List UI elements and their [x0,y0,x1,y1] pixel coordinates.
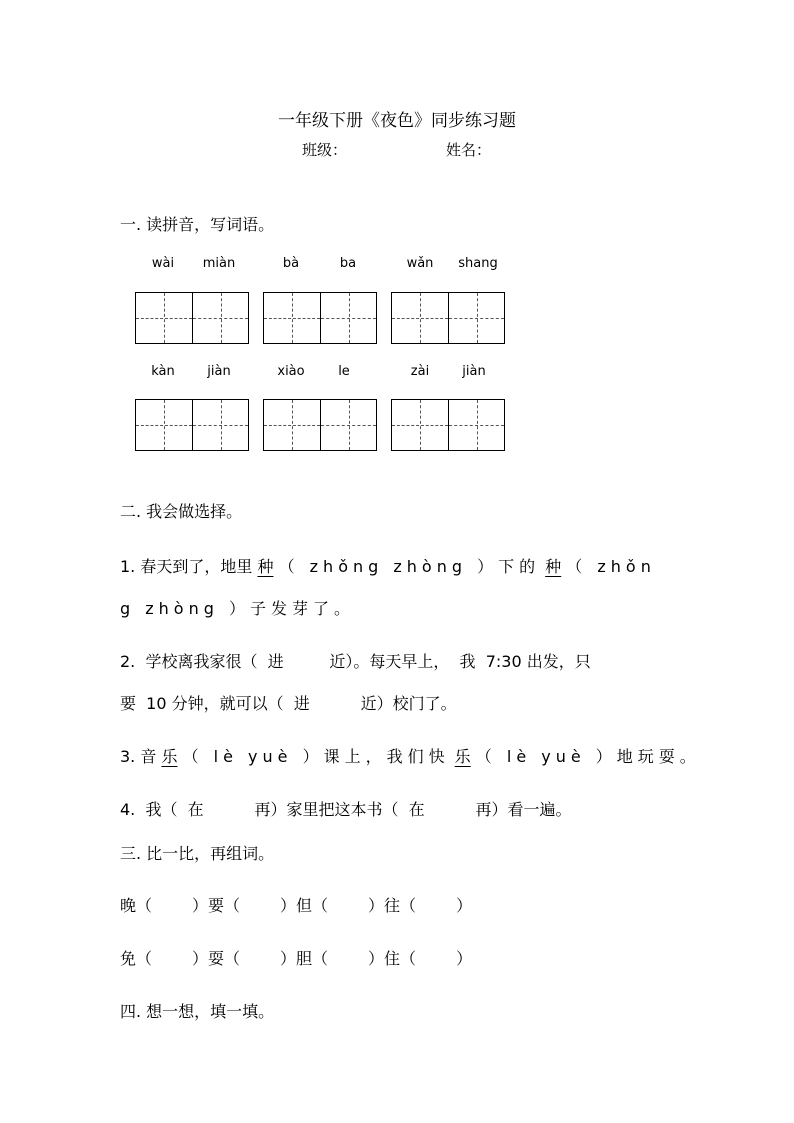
pinyin-label: shang [458,256,498,271]
pinyin-label: wài [151,256,175,271]
page-title: 一年级下册《夜色》同步练习题 [278,111,516,131]
pinyin-label: wǎn [406,256,434,271]
compare-row-2 [120,946,472,969]
compare-item: ）但（ [280,896,329,915]
section-1-heading: 一. 读拼音，写词语。 [120,215,275,234]
pinyin-label: xiào [277,364,305,379]
compare-item: ）往（ [368,896,417,915]
class-label: 班级： [302,141,348,159]
choice-text: （ lè yuè ）课上，我们快 [182,747,450,766]
pinyin-label: kàn [151,364,175,379]
underlined-char: 乐 [161,747,178,766]
section-4-heading: 四. 想一想，填一填。 [120,1002,275,1021]
section-3-heading: 三. 比一比，再组词。 [120,844,275,863]
compare-item: ） [456,949,473,968]
compare-item: 晚（ [120,896,153,915]
underlined-char: 种 [545,557,562,576]
compare-item: ）耍（ [192,949,241,968]
compare-item: ） [456,896,473,915]
pinyin-label: ba [339,256,357,271]
pinyin-label: miàn [202,256,236,271]
writing-grid[interactable] [135,399,249,451]
pinyin-label: jiàn [462,364,486,379]
pinyin-label: zài [410,364,430,379]
underlined-char: 种 [257,557,274,576]
question-2-line-1: 2. 学校离我家很（ 进 近）。每天早上， 我 7:30 出发，只 [120,652,591,671]
writing-grid[interactable] [391,399,505,451]
choice-text: （ zhǒn [566,557,656,576]
question-3 [120,744,701,767]
compare-item: 免（ [120,949,153,968]
question-1-line-1 [120,554,656,577]
underlined-char: 乐 [454,747,471,766]
question-1-line-2: g zhòng ）子发芽了。 [120,599,355,618]
compare-item: ）住（ [368,949,417,968]
pinyin-label: jiàn [207,364,231,379]
choice-text: （ lè yuè ）地玩耍。 [475,747,701,766]
writing-grid[interactable] [135,292,249,344]
compare-item: ）胆（ [280,949,329,968]
pinyin-label: le [338,364,350,379]
section-2-heading: 二. 我会做选择。 [120,502,243,521]
question-text: 3. 音 [120,747,157,766]
name-label: 姓名： [446,141,492,159]
question-4: 4. 我（ 在 再）家里把这本书（ 在 再）看一遍。 [120,800,572,819]
writing-grid[interactable] [263,399,377,451]
writing-grid[interactable] [263,292,377,344]
pinyin-label: bà [282,256,300,271]
compare-row-1 [120,893,472,916]
question-text: 1. 春天到了，地里 [120,557,253,576]
compare-item: ）要（ [192,896,241,915]
choice-text: （ zhǒng zhòng ）下的 [278,557,541,576]
question-2-line-2: 要 10 分钟，就可以（ 进 近）校门了。 [120,694,457,713]
writing-grid[interactable] [391,292,505,344]
